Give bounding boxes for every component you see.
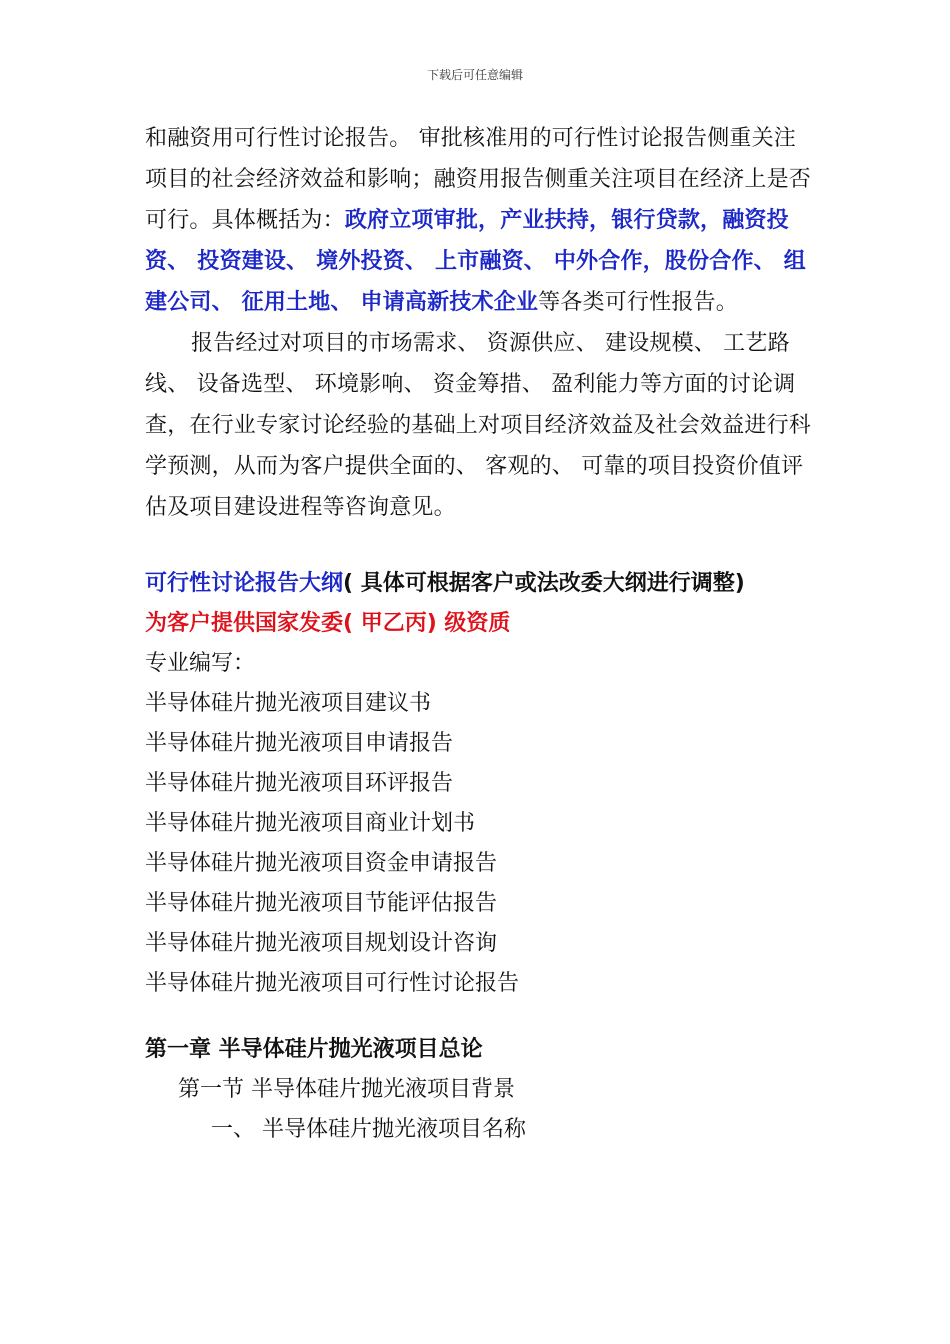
- description-paragraph: 报告经过对项目的市场需求、 资源供应、 建设规模、 工艺路线、 设备选型、 环境影响、 资金筹措、 盈利能力等方面的讨论调查，在行业专家讨论经验的基础上对项目经济效益及社会效益进行科学预测，从而为客户提供全面的、 客观的、 可靠的项目投资价值评估及项目建设进程等咨询意见。: [145, 331, 812, 520]
- report-types-highlight: 政府立项审批，产业扶持，银行贷款，融资投资、 投资建设、 境外投资、 上市融资、 中外合作，股份合作、 组建公司、 征用土地、 申请高新技术企业: [145, 208, 806, 315]
- outline-intro: 专业编写：: [145, 651, 256, 676]
- list-item: 半导体硅片抛光液项目可行性讨论报告: [145, 971, 520, 996]
- outline-title-note: ( 具体可根据客户或法改委大纲进行调整): [343, 571, 745, 596]
- outline-title: [145, 564, 815, 604]
- section-title: 第一节 半导体硅片抛光液项目背景: [178, 1077, 515, 1102]
- list-item: 半导体硅片抛光液项目建议书: [145, 691, 432, 716]
- list-item: 半导体硅片抛光液项目资金申请报告: [145, 851, 498, 876]
- list-item: 半导体硅片抛光液项目环评报告: [145, 771, 454, 796]
- outline-title-blue: 可行性讨论报告大纲: [145, 571, 344, 596]
- intro-lead-text: 和融资用可行性讨论报告。 审批核准用的可行性讨论报告侧重关注项目的社会经济效益和影响；融资用报告侧重关注项目在经济上是否可行。具体概括为：: [145, 126, 812, 233]
- qualification-line: 为客户提供国家发委( 甲乙丙) 级资质: [145, 611, 511, 636]
- list-item: 半导体硅片抛光液项目规划设计咨询: [145, 931, 498, 956]
- list-item: 半导体硅片抛光液项目申请报告: [145, 731, 454, 756]
- document-body: [145, 118, 815, 1150]
- intro-tail-text: 等各类可行性报告。: [538, 290, 738, 315]
- list-item: 半导体硅片抛光液项目商业计划书: [145, 811, 476, 836]
- subsection-title: 一、 半导体硅片抛光液项目名称: [211, 1117, 526, 1142]
- page-header: 下载后可任意编辑: [426, 68, 523, 82]
- intro-paragraph: [145, 118, 815, 323]
- chapter-title: 第一章 半导体硅片抛光液项目总论: [145, 1037, 483, 1062]
- list-item: 半导体硅片抛光液项目节能评估报告: [145, 891, 498, 916]
